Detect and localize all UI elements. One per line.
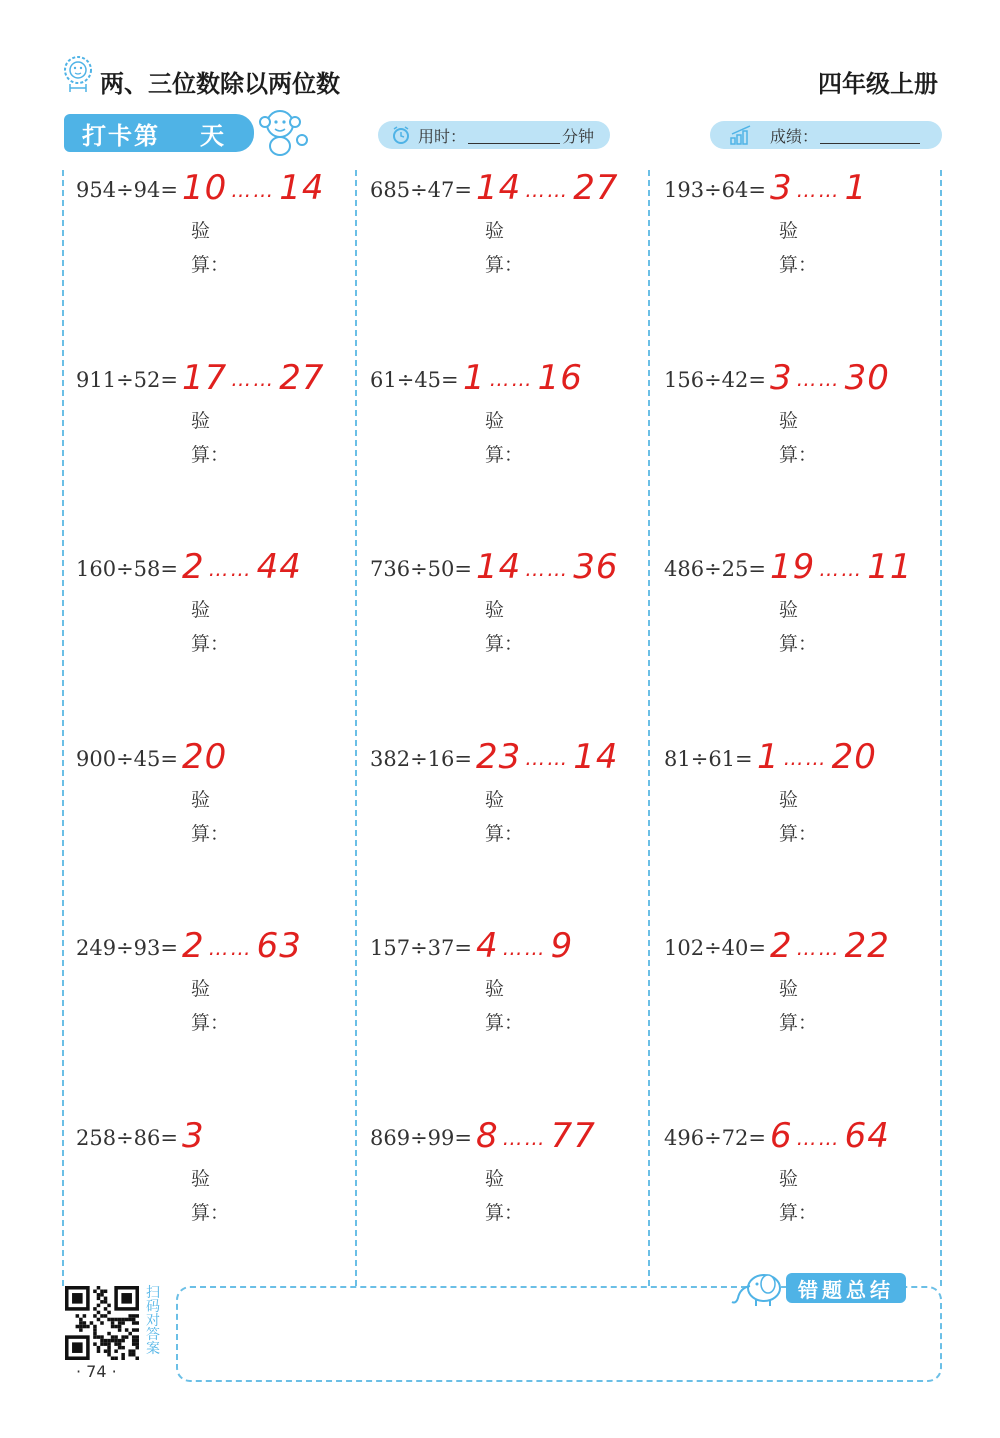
problem-equation: 685÷47=	[370, 178, 472, 202]
answer-remainder: 36	[573, 547, 619, 588]
remainder-dots: ……	[231, 367, 276, 392]
answer-quotient: 19	[770, 547, 816, 588]
scan-for-answers-label: 扫码对答案	[146, 1285, 160, 1357]
remainder-dots: ……	[525, 177, 570, 202]
check-label-line2: 算：	[779, 822, 818, 845]
problem-equation: 81÷61=	[664, 746, 753, 771]
answer-remainder: 20	[831, 736, 877, 777]
checkin-banner	[64, 114, 254, 152]
answer-quotient: 3	[770, 357, 793, 398]
check-label-line1: 验	[191, 1168, 211, 1190]
check-label-line1: 验	[485, 409, 505, 432]
answer-remainder: 22	[844, 926, 890, 967]
handwritten-answer	[770, 1114, 890, 1160]
problem-cell	[370, 168, 640, 362]
checkin-suffix: 天	[200, 121, 226, 150]
clock-icon	[392, 126, 410, 144]
check-label-line1: 验	[485, 1168, 505, 1190]
problem-cell	[370, 1116, 640, 1310]
problem-cell	[76, 168, 346, 362]
answer-quotient: 10	[182, 168, 228, 208]
handwritten-answer	[182, 545, 302, 591]
problem-equation: 249÷93=	[76, 936, 178, 961]
answer-quotient: 14	[476, 168, 522, 208]
remainder-dots: ……	[502, 935, 547, 960]
problem-cell	[664, 926, 934, 1120]
answer-remainder: 16	[537, 357, 583, 398]
check-label-line2: 算：	[485, 1202, 524, 1224]
handwritten-answer	[770, 166, 867, 212]
check-label-line2: 算：	[779, 1012, 818, 1035]
bar-chart-icon	[730, 125, 752, 145]
check-label-line2: 算：	[485, 822, 524, 845]
remainder-dots: ……	[796, 935, 841, 960]
check-label-line2: 算：	[191, 1012, 230, 1035]
remainder-dots: ……	[525, 556, 570, 581]
check-label-line1: 验	[191, 599, 211, 622]
answer-quotient: 3	[182, 1116, 205, 1156]
remainder-dots: ……	[502, 1125, 547, 1150]
problem-equation: 736÷50=	[370, 557, 472, 582]
time-input-line[interactable]	[468, 127, 560, 144]
answer-quotient: 23	[476, 736, 522, 777]
handwritten-answer	[770, 545, 913, 591]
problem-equation: 160÷58=	[76, 557, 178, 582]
answer-remainder: 63	[256, 926, 302, 967]
answer-remainder: 14	[279, 168, 325, 208]
time-unit: 分钟	[562, 126, 595, 146]
score-field	[710, 121, 942, 149]
handwritten-answer	[770, 924, 890, 970]
answer-remainder: 14	[573, 736, 619, 777]
remainder-dots: ……	[489, 367, 534, 392]
problem-cell	[76, 1116, 346, 1310]
problem-equation: 869÷99=	[370, 1126, 472, 1150]
remainder-dots: ……	[525, 746, 570, 771]
column-divider	[940, 170, 942, 1286]
check-label-line1: 验	[779, 599, 799, 622]
handwritten-answer	[182, 924, 302, 970]
check-label-line2: 算：	[779, 1202, 818, 1224]
check-label-line1: 验	[779, 220, 799, 242]
problem-equation: 382÷16=	[370, 746, 472, 771]
check-label-line2: 算：	[779, 633, 818, 656]
handwritten-answer	[182, 1114, 205, 1158]
answer-remainder: 77	[550, 1116, 596, 1156]
error-summary-title: 错题总结	[786, 1273, 906, 1303]
column-divider	[355, 170, 357, 1286]
check-label-line1: 验	[191, 978, 211, 1001]
handwritten-answer	[476, 735, 619, 781]
score-label: 成绩：	[770, 126, 819, 146]
check-label-line1: 验	[779, 978, 799, 1001]
remainder-dots: ……	[783, 746, 828, 771]
answer-quotient: 2	[770, 926, 793, 967]
problem-equation: 486÷25=	[664, 557, 766, 582]
check-label-line1: 验	[191, 409, 211, 432]
answer-remainder: 64	[844, 1116, 890, 1156]
check-label-line2: 算：	[191, 1202, 230, 1224]
answer-remainder: 44	[256, 547, 302, 588]
time-field	[378, 121, 610, 149]
answer-quotient: 1	[757, 736, 780, 777]
problem-equation: 496÷72=	[664, 1126, 766, 1150]
answer-quotient: 14	[476, 547, 522, 588]
monkey-icon	[254, 104, 310, 158]
problem-cell	[664, 357, 934, 552]
problem-cell	[76, 357, 346, 552]
checkin-prefix: 打卡第	[82, 121, 160, 150]
handwritten-answer	[182, 735, 227, 779]
check-label-line1: 验	[779, 1168, 799, 1190]
remainder-dots: ……	[796, 177, 841, 202]
grade-label: 四年级上册	[818, 70, 938, 98]
answer-remainder: 11	[867, 547, 913, 588]
qr-code-icon[interactable]	[62, 1286, 142, 1360]
check-label-line2: 算：	[485, 254, 524, 276]
problem-cell	[76, 736, 346, 931]
handwritten-answer	[757, 735, 877, 781]
remainder-dots: ……	[819, 556, 864, 581]
check-label-line1: 验	[779, 409, 799, 432]
problem-cell	[76, 547, 346, 741]
check-label-line2: 算：	[191, 822, 230, 845]
answer-quotient: 3	[770, 168, 793, 208]
check-label-line2: 算：	[485, 1012, 524, 1035]
answer-remainder: 1	[844, 168, 868, 208]
check-label-line1: 验	[485, 220, 505, 242]
check-label-line1: 验	[485, 788, 505, 811]
handwritten-answer	[476, 924, 573, 970]
answer-quotient: 20	[182, 736, 228, 777]
problem-equation: 954÷94=	[76, 178, 178, 202]
handwritten-answer	[476, 1114, 596, 1160]
score-input-line[interactable]	[820, 127, 920, 144]
check-label-line1: 验	[191, 788, 211, 811]
answer-quotient: 17	[182, 357, 228, 398]
problem-cell	[664, 168, 934, 362]
remainder-dots: ……	[796, 1125, 841, 1150]
problem-cell	[370, 547, 640, 741]
problem-cell	[664, 736, 934, 931]
handwritten-answer	[476, 166, 619, 212]
answer-quotient: 2	[182, 926, 205, 967]
answer-remainder: 30	[844, 357, 890, 398]
handwritten-answer	[182, 166, 325, 212]
time-label: 用时：	[418, 126, 467, 146]
check-label-line1: 验	[485, 599, 505, 622]
check-label-line2: 算：	[779, 254, 818, 276]
problem-equation: 61÷45=	[370, 367, 459, 392]
answer-quotient: 1	[463, 357, 486, 398]
check-label-line2: 算：	[191, 254, 230, 276]
answer-quotient: 8	[476, 1116, 499, 1156]
check-label-line2: 算：	[779, 443, 818, 466]
handwritten-answer	[182, 356, 325, 402]
remainder-dots: ……	[796, 367, 841, 392]
problem-cell	[370, 357, 640, 552]
remainder-dots: ……	[208, 556, 253, 581]
answer-quotient: 4	[476, 926, 499, 967]
answer-quotient: 6	[770, 1116, 793, 1156]
answer-quotient: 2	[182, 547, 205, 588]
check-label-line2: 算：	[485, 443, 524, 466]
page-title: 两、三位数除以两位数	[100, 70, 340, 98]
lion-icon	[60, 54, 96, 94]
answer-remainder: 27	[573, 168, 619, 208]
check-label-line2: 算：	[485, 633, 524, 656]
problem-equation: 102÷40=	[664, 936, 766, 961]
problem-equation: 156÷42=	[664, 367, 766, 392]
check-label-line1: 验	[191, 220, 211, 242]
problem-cell	[76, 926, 346, 1120]
check-label-line1: 验	[485, 978, 505, 1001]
problem-equation: 193÷64=	[664, 178, 766, 202]
problem-cell	[370, 926, 640, 1120]
elephant-icon	[730, 1266, 788, 1308]
problem-equation: 900÷45=	[76, 746, 178, 771]
column-divider	[648, 170, 650, 1286]
check-label-line1: 验	[779, 788, 799, 811]
problem-equation: 157÷37=	[370, 936, 472, 961]
problem-equation: 911÷52=	[76, 367, 178, 392]
remainder-dots: ……	[208, 935, 253, 960]
handwritten-answer	[476, 545, 619, 591]
check-label-line2: 算：	[191, 443, 230, 466]
problem-equation: 258÷86=	[76, 1126, 178, 1150]
problem-cell	[664, 547, 934, 741]
page-number: · 74 ·	[76, 1362, 117, 1381]
handwritten-answer	[770, 356, 890, 402]
remainder-dots: ……	[231, 177, 276, 202]
check-label-line2: 算：	[191, 633, 230, 656]
answer-remainder: 9	[550, 926, 574, 967]
problem-cell	[370, 736, 640, 931]
handwritten-answer	[463, 356, 583, 402]
column-divider	[62, 170, 64, 1286]
answer-remainder: 27	[279, 357, 325, 398]
